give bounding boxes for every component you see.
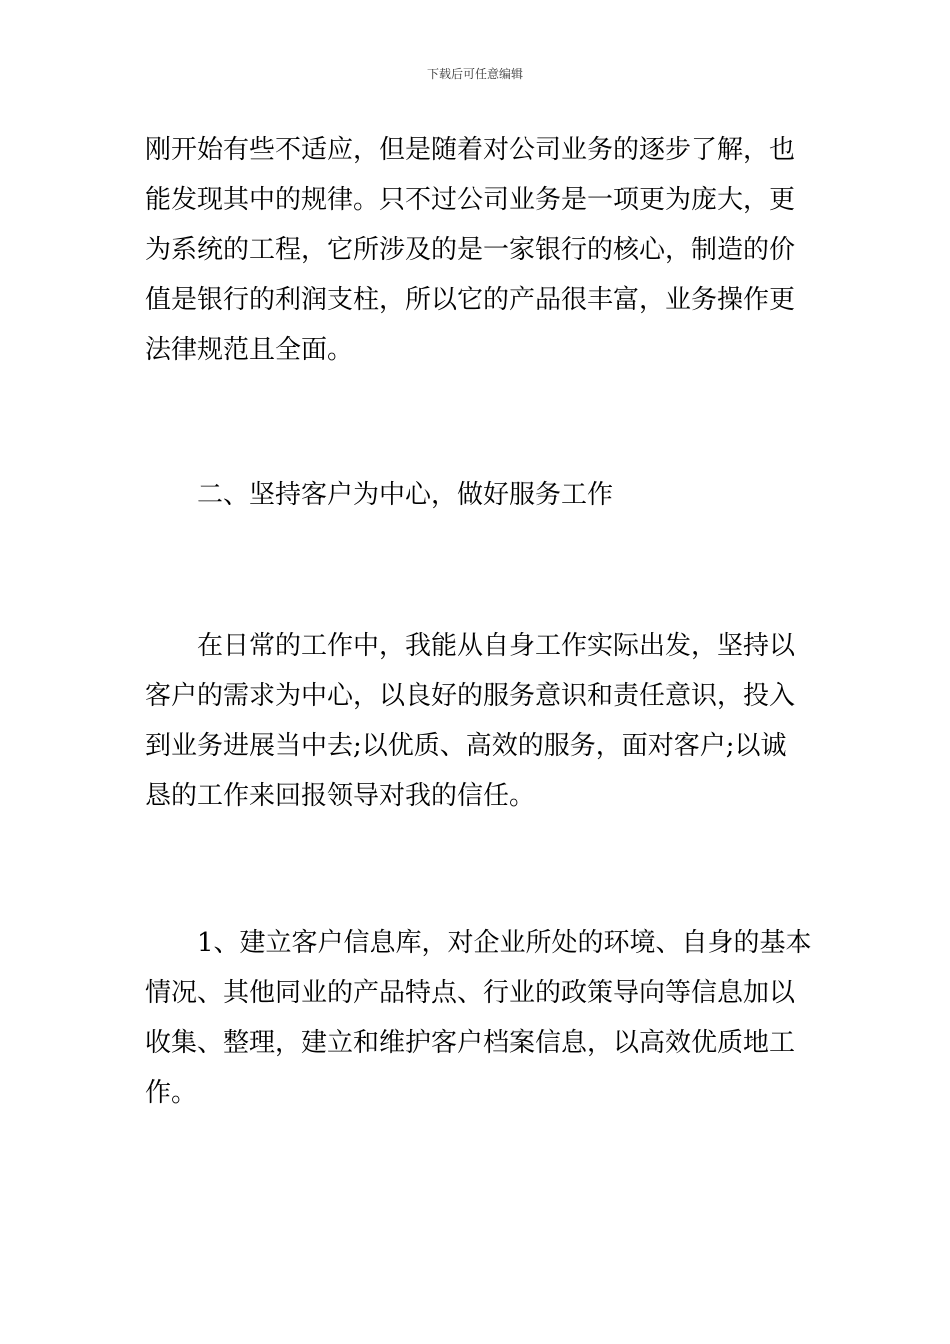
paragraph-line: 刚开始有些不适应，但是随着对公司业务的逐步了解，也 bbox=[145, 135, 796, 165]
paragraph-line: 恳的工作来回报领导对我的信任。 bbox=[145, 781, 536, 811]
paragraph-line: 值是银行的利润支柱，所以它的产品很丰富，业务操作更 bbox=[145, 285, 796, 315]
page-header: 下载后可任意编辑 bbox=[426, 67, 523, 81]
section-heading: 二、坚持客户为中心，做好服务工作 bbox=[197, 480, 614, 510]
paragraph-line: 1、建立客户信息库，对企业所处的环境、自身的基本 bbox=[197, 928, 812, 958]
paragraph-line: 情况、其他同业的产品特点、行业的政策导向等信息加以 bbox=[145, 978, 796, 1008]
paragraph-line: 到业务进展当中去;以优质、高效的服务，面对客户;以诚 bbox=[145, 731, 787, 761]
section-heading-block bbox=[145, 470, 811, 520]
paragraph-3 bbox=[145, 918, 811, 1118]
paragraph-2 bbox=[145, 621, 811, 821]
paragraph-line: 为系统的工程，它所涉及的是一家银行的核心，制造的价 bbox=[145, 235, 796, 265]
paragraph-line: 收集、整理，建立和维护客户档案信息，以高效优质地工 bbox=[145, 1028, 796, 1058]
paragraph-1 bbox=[145, 125, 811, 375]
paragraph-line: 作。 bbox=[145, 1078, 198, 1108]
paragraph-line: 法律规范且全面。 bbox=[145, 335, 354, 365]
paragraph-line: 客户的需求为中心，以良好的服务意识和责任意识，投入 bbox=[145, 681, 796, 711]
paragraph-line: 在日常的工作中，我能从自身工作实际出发，坚持以 bbox=[197, 631, 796, 661]
paragraph-line: 能发现其中的规律。只不过公司业务是一项更为庞大，更 bbox=[145, 185, 796, 215]
